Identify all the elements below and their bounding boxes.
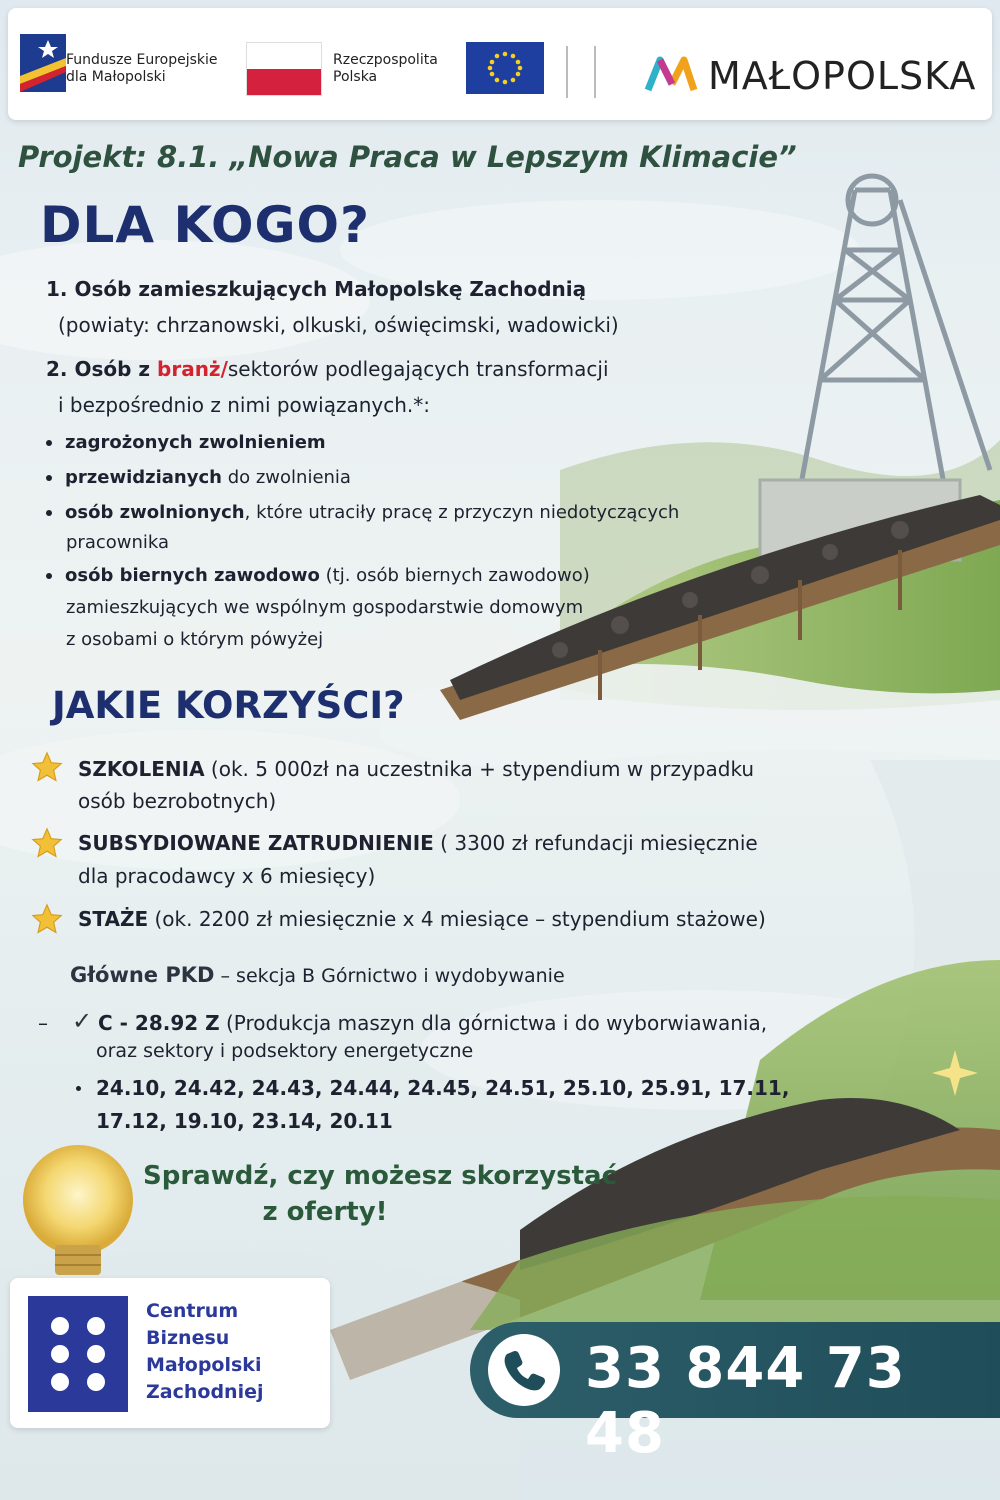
bullet-item bbox=[46, 427, 326, 458]
bullet-dot-icon bbox=[46, 440, 52, 446]
pkd-title-bold: Główne PKD bbox=[70, 963, 215, 987]
korzysci-heading: JAKIE KORZYŚCI? bbox=[52, 684, 405, 727]
dla-kogo-heading: DLA KOGO? bbox=[40, 196, 371, 254]
checkmark-icon: ✓ bbox=[72, 1007, 93, 1035]
benefit-bold: SZKOLENIA bbox=[78, 757, 205, 781]
bullet-continuation: z osobami o którym pówyżej bbox=[66, 629, 324, 650]
bullet-dot-icon bbox=[76, 1086, 81, 1091]
header-logo-bar bbox=[8, 8, 992, 120]
benefit-continuation: dla pracodawcy x 6 miesięcy) bbox=[78, 864, 376, 888]
bullet-continuation: zamieszkujących we wspólnym gospodarstwie domowym bbox=[66, 597, 584, 618]
cta-line1: Sprawdź, czy możesz skorzystać bbox=[142, 1161, 618, 1191]
benefit-bold: SUBSYDIOWANE ZATRUDNIENIE bbox=[78, 831, 434, 855]
eligibility-item-1-subtitle: (powiaty: chrzanowski, olkuski, oświęcimski, wadowicki) bbox=[58, 313, 619, 337]
rp-line2: Polska bbox=[333, 69, 378, 85]
malopolska-wordmark: MAŁOPOLSKA bbox=[708, 54, 977, 98]
polish-flag-icon bbox=[246, 42, 322, 96]
eligibility-item-2-rest: sektorów podlegających transformacji bbox=[227, 357, 609, 381]
star-icon bbox=[30, 750, 64, 784]
benefit-continuation: osób bezrobotnych) bbox=[78, 789, 277, 813]
org-line2: Biznesu bbox=[146, 1327, 230, 1349]
pkd-title-rest: – sekcja B Górnictwo i wydobywanie bbox=[214, 965, 565, 987]
pkd-code-line2: oraz sektory i podsektory energetyczne bbox=[96, 1040, 474, 1062]
benefit-subsydiowane bbox=[78, 826, 758, 860]
mine-tower-graphic bbox=[800, 176, 990, 490]
pkd-codes-line2: 17.12, 19.10, 23.14, 20.11 bbox=[96, 1109, 393, 1133]
eligibility-item-2-title bbox=[46, 354, 609, 384]
bullet-item bbox=[46, 462, 351, 493]
eu-funds-label bbox=[66, 52, 218, 86]
benefit-rest: (ok. 2200 zł miesięcznie x 4 miesiące – stypendium stażowe) bbox=[148, 907, 766, 931]
bullet-bold: zagrożonych zwolnieniem bbox=[65, 432, 326, 453]
cta-line2: z oferty! bbox=[262, 1197, 388, 1227]
malopolska-logo-icon bbox=[644, 54, 700, 94]
pkd-code-bold: C - 28.92 Z bbox=[98, 1011, 220, 1035]
rp-line1: Rzeczpospolita bbox=[333, 52, 438, 68]
star-icon bbox=[30, 902, 64, 936]
bullet-item bbox=[46, 497, 679, 528]
benefit-staze bbox=[78, 902, 766, 936]
eu-flag-icon bbox=[466, 42, 544, 94]
organization-logo-icon bbox=[28, 1296, 128, 1412]
eu-funds-line2: dla Małopolski bbox=[66, 69, 166, 85]
benefit-rest: (ok. 5 000zł na uczestnika + stypendium w przypadku bbox=[204, 757, 755, 781]
star-icon bbox=[30, 826, 64, 860]
bullet-dot-icon bbox=[46, 510, 52, 516]
bullet-continuation: pracownika bbox=[66, 532, 170, 553]
pkd-code-rest: (Produkcja maszyn dla górnictwa i do wyborwiawania, bbox=[219, 1011, 768, 1035]
bullet-rest: , które utraciły pracę z przyczyn niedotyczących bbox=[244, 502, 680, 523]
divider-1 bbox=[566, 46, 568, 98]
eligibility-item-1-title: 1. Osób zamieszkujących Małopolskę Zachodnią bbox=[46, 277, 587, 301]
phone-number[interactable]: 33 844 73 48 bbox=[585, 1336, 906, 1466]
project-title: Projekt: 8.1. „Nowa Praca w Lepszym Klimacie” bbox=[18, 140, 797, 174]
organization-name bbox=[146, 1298, 263, 1406]
eu-funds-logo-icon bbox=[20, 34, 66, 92]
pkd-codes-line1: 24.10, 24.42, 24.43, 24.44, 24.45, 24.51, 25.10, 25.91, 17.11, bbox=[96, 1076, 790, 1100]
bullet-dot-icon bbox=[46, 573, 52, 579]
org-line4: Zachodniej bbox=[146, 1381, 264, 1403]
organization-box bbox=[10, 1278, 330, 1428]
eligibility-item-2-highlight: branż/ bbox=[157, 357, 228, 381]
org-line1: Centrum bbox=[146, 1300, 239, 1322]
eu-funds-line1: Fundusze Europejskie bbox=[66, 52, 218, 68]
eligibility-item-2-prefix: 2. Osób z bbox=[46, 357, 158, 381]
rp-label bbox=[333, 52, 438, 86]
pkd-title bbox=[70, 963, 565, 987]
cta-text bbox=[140, 1158, 620, 1230]
org-line3: Małopolski bbox=[146, 1354, 262, 1376]
eligibility-item-2-line2: i bezpośrednio z nimi powiązanych.*: bbox=[58, 393, 430, 417]
bullet-bold: osób biernych zawodowo bbox=[65, 565, 320, 586]
bullet-rest: (tj. osób biernych zawodowo) bbox=[319, 565, 590, 586]
bullet-item bbox=[46, 560, 590, 591]
bullet-bold: przewidzianych bbox=[65, 467, 222, 488]
benefit-bold: STAŻE bbox=[78, 907, 149, 931]
bullet-dot-icon bbox=[46, 475, 52, 481]
benefit-rest: ( 3300 zł refundacji miesięcznie bbox=[433, 831, 758, 855]
bullet-rest: do zwolnienia bbox=[221, 467, 351, 488]
pkd-dash: – bbox=[38, 1011, 48, 1035]
benefit-szkolenia bbox=[78, 752, 754, 786]
pkd-main-code bbox=[98, 1008, 767, 1038]
divider-2 bbox=[594, 46, 596, 98]
phone-icon[interactable] bbox=[486, 1332, 562, 1408]
bullet-bold: osób zwolnionych bbox=[65, 502, 245, 523]
